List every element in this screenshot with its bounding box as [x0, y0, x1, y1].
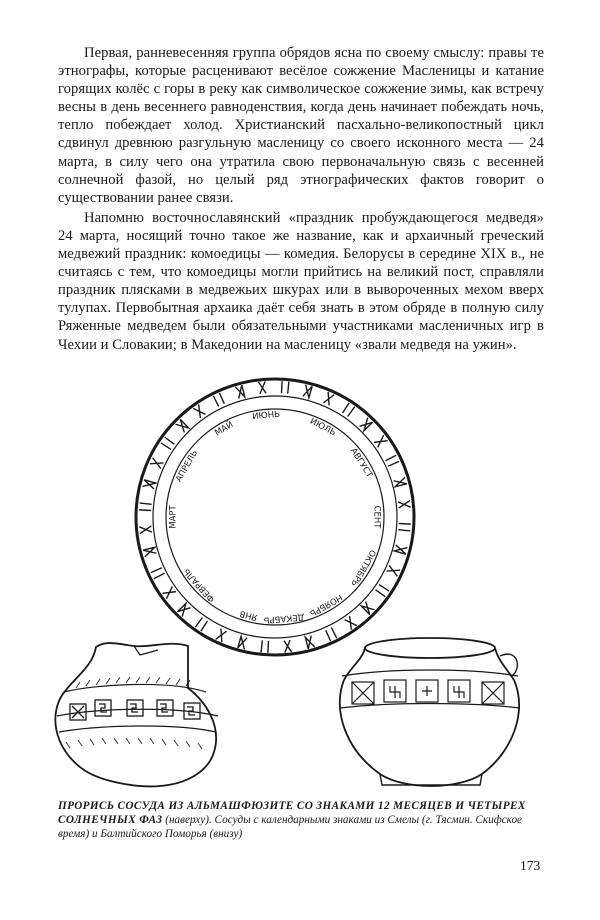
- month-sign: [258, 381, 266, 394]
- month-label: ЯНВ: [238, 607, 259, 623]
- month-sign: [216, 629, 227, 643]
- month-sign: [385, 455, 399, 466]
- month-label: ИЮНЬ: [251, 409, 281, 423]
- month-sign: [161, 437, 175, 449]
- month-sign: [345, 616, 357, 630]
- month-sign: [139, 526, 152, 534]
- month-sign: [195, 617, 207, 631]
- month-sign: [394, 545, 407, 554]
- month-label: ОКТЯБРЬ: [348, 547, 378, 588]
- month-sign: [387, 565, 401, 576]
- month-sign: [343, 403, 355, 417]
- month-label: НОЯБРЬ: [307, 591, 344, 619]
- month-labels: [169, 410, 382, 625]
- month-label: АПРЕЛЬ: [174, 448, 201, 484]
- month-sign: [142, 480, 155, 489]
- month-sign: [281, 381, 288, 393]
- month-sign: [235, 385, 244, 398]
- month-sign: [213, 393, 224, 407]
- month-label: АВГУСТ: [348, 446, 375, 480]
- month-label: МАЙ: [213, 419, 236, 439]
- month-sign: [150, 458, 164, 469]
- month-sign: [176, 419, 189, 432]
- month-sign: [305, 636, 314, 649]
- month-sign: [360, 418, 373, 431]
- caption-title: ПРОРИСЬ СОСУДА ИЗ АЛЬМАШФЮЗИТЕ СО ЗНАКАМИ 12 МЕСЯЦЕВ И ЧЕТЫРЕХ СОЛНЕЧНЫХ ФАЗ: [58, 800, 526, 827]
- month-sign: [398, 523, 410, 530]
- month-sign: [238, 636, 247, 649]
- month-sign: [394, 477, 407, 486]
- month-sign: [151, 568, 165, 579]
- month-label: ДЕКАБРЬ: [263, 611, 305, 625]
- month-sign: [177, 603, 190, 616]
- month-sign: [303, 384, 312, 397]
- month-label: МАРТ: [168, 505, 179, 529]
- month-sign: [193, 404, 205, 418]
- page-number: 173: [520, 858, 541, 873]
- month-sign: [375, 585, 389, 597]
- figure-caption: [58, 799, 546, 842]
- month-label: СЕНТ: [371, 505, 382, 529]
- paragraph-1: Первая, ранневесенняя группа обрядов ясна по своему смыслу: правы те этнографы, которые расценивают весёлое сожжение Масленицы и катание горящих колёс с горы в реку как символическое сожжение зимы, как встречу весны в день весеннего равноденствия, когда день начинает побеждать ночь, тепло побеждает холод. Христианский пасхально-великопостный цикл сдвинул древнюю разгульную масленицу со своего исконного места — 24 марта, в силу чего она утратила свою первоначальную связь с весенней солнечной фазой, но целый ряд этнографических фактов говорит о существовании ранее связи.: [58, 45, 544, 206]
- month-sign: [326, 627, 337, 641]
- body-text: [58, 44, 544, 354]
- month-signs: [139, 381, 411, 653]
- month-sign: [143, 547, 156, 556]
- month-label: ИЮЛЬ: [308, 416, 338, 439]
- vessel-baltic: [340, 638, 520, 786]
- paragraph-2: Напомню восточнославянский «праздник пробуждающегося медведя» 24 марта, носящий точно такое же название, как и архаичный греческий медвежий праздник: комоедицы — комедия. Белорусы в середине XIX в., не считаясь с тем, что комоедицы могли прийтись на великий пост, справляли праздник плясками в медвежьих шкурах или в вывороченных мехом вверх тулупах. Первобытная архаика даёт себя знать в этом обряде в полную силу Ряженные медведем были обязательными участниками масленичных игр в Чехии и Словакии; в Македонии на масленицу «звали медведя на ужин».: [58, 209, 544, 353]
- month-sign: [284, 640, 292, 653]
- month-label: ФЕВРАЛЬ: [181, 566, 218, 604]
- vessel-smela: [55, 643, 218, 786]
- month-sign: [323, 392, 334, 406]
- month-sign: [139, 503, 151, 510]
- month-sign: [261, 640, 268, 652]
- month-sign: [162, 587, 176, 599]
- month-sign: [398, 500, 411, 508]
- month-sign: [374, 435, 388, 447]
- month-sign: [361, 602, 374, 615]
- calendar-ring: [136, 379, 414, 655]
- caption-text: (наверху). Сосуды с календарными знаками из Смелы (г. Тясмин. Скифское время) и Балтийского Поморья (внизу): [58, 814, 522, 841]
